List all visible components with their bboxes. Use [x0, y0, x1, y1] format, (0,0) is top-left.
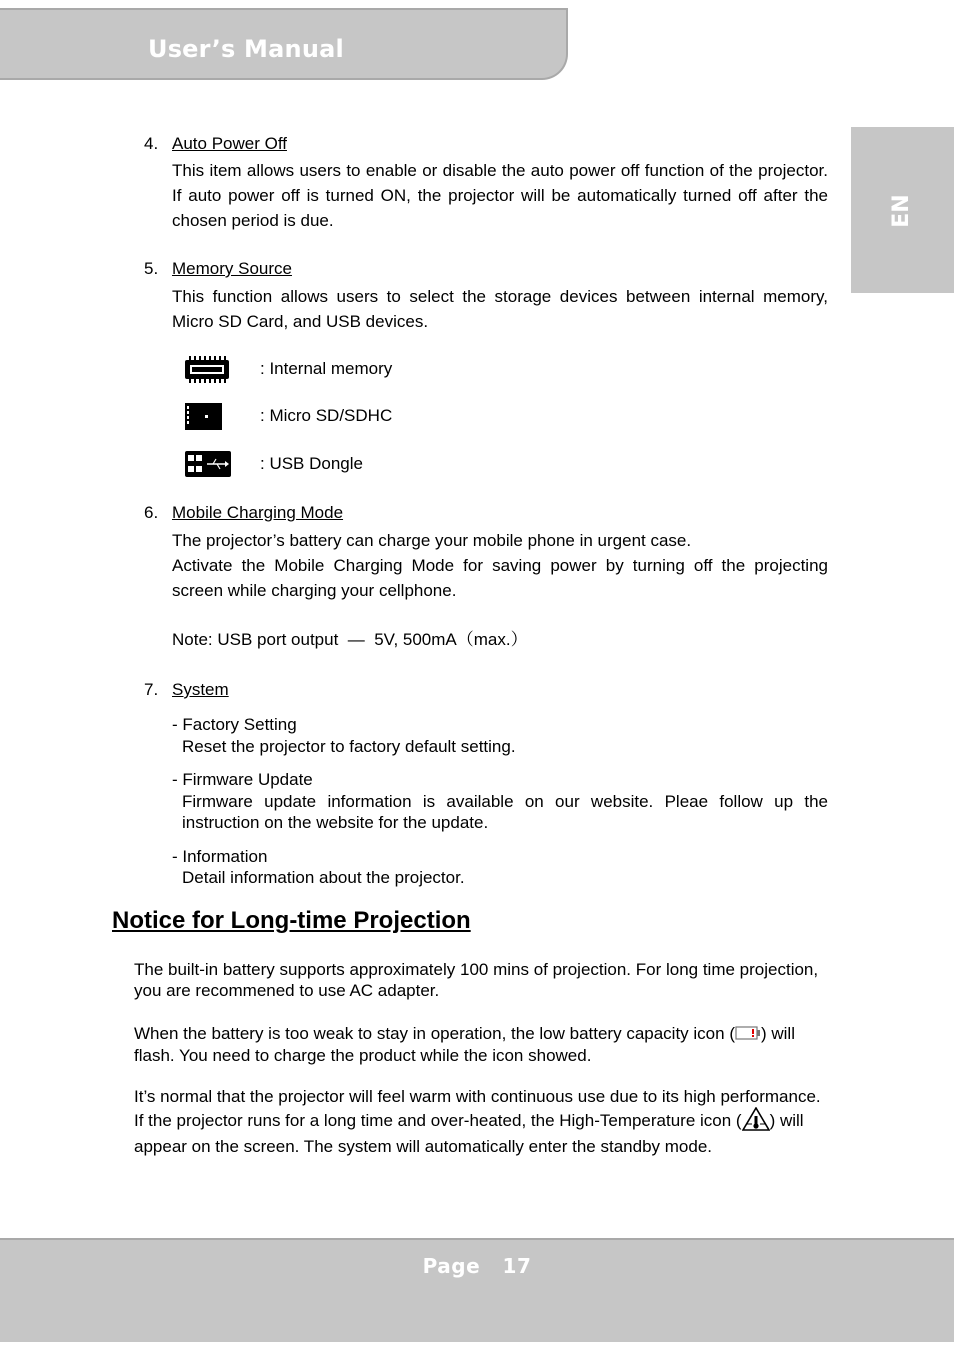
usb-dongle-label: : USB Dongle: [260, 454, 363, 473]
item-number: 6.: [144, 503, 159, 522]
mobile-charging-line1: The projector’s battery can charge your mobile phone in urgent case.: [172, 531, 692, 550]
usb-dongle-icon: [185, 451, 231, 482]
factory-setting-title: - Factory Setting: [172, 715, 297, 734]
page-header-title: User’s Manual: [148, 35, 344, 63]
notice-low-battery-text-2: ) will flash. You need to charge the product while the icon showed.: [134, 1024, 795, 1066]
micro-sd-label: : Micro SD/SDHC: [260, 406, 393, 425]
notice-paragraph-battery: The built-in battery supports approximately 100 mins of projection. For long time projection, you are recommened to use AC adapter.: [134, 960, 819, 1000]
low-battery-icon: [735, 1024, 761, 1045]
language-tab-label: EN: [888, 194, 914, 228]
notice-paragraph-low-battery: [134, 1023, 834, 1066]
firmware-update-title: - Firmware Update: [172, 770, 313, 789]
page-number: Page 17: [422, 1254, 532, 1278]
internal-memory-label: : Internal memory: [260, 359, 393, 378]
notice-high-temp-text-2: ) will appear on the screen. The system will automatically enter the standby mode.: [134, 1110, 804, 1156]
auto-power-off-heading: Auto Power Off: [172, 134, 287, 153]
memory-source-text: This function allows users to select the storage devices between internal memory, Micro SD Card, and USB devices.: [172, 287, 828, 331]
internal-memory-icon: [185, 356, 229, 388]
item-number: 4.: [144, 134, 159, 153]
firmware-update-text: Firmware update information is available on our website. Pleae follow up the instruction on the website for the update.: [182, 792, 828, 832]
notice-low-battery-text-1: When the battery is too weak to stay in operation, the low battery capacity icon (: [134, 1024, 735, 1043]
micro-sd-icon: [185, 403, 223, 435]
mobile-charging-heading: Mobile Charging Mode: [172, 503, 344, 522]
mobile-charging-line2: Activate the Mobile Charging Mode for saving power by turning off the projecting screen while charging your cellphone.: [172, 556, 828, 600]
item-number: 7.: [144, 680, 159, 699]
item-number: 5.: [144, 259, 159, 278]
notice-high-temp-text-1: It’s normal that the projector will feel warm with continuous use due to its high performance. If the projector runs for a long time and over-heated, the High-Temperature icon (: [134, 1087, 821, 1130]
notice-section-title: Notice for Long-time Projection: [112, 907, 471, 934]
memory-source-heading: Memory Source: [172, 259, 292, 278]
information-text: Detail information about the projector.: [182, 868, 465, 887]
usb-output-note: Note: USB port output — 5V, 500mA（max.）: [172, 630, 528, 649]
notice-paragraph-high-temperature: [134, 1086, 834, 1157]
system-heading: System: [172, 680, 229, 699]
high-temperature-icon: [742, 1107, 770, 1136]
auto-power-off-text: This item allows users to enable or disable the auto power off function of the projector. If auto power off is turned ON, the projector will be automatically turned off after the chosen period is due.: [172, 161, 828, 230]
factory-setting-text: Reset the projector to factory default setting.: [182, 737, 516, 756]
information-title: - Information: [172, 847, 268, 866]
